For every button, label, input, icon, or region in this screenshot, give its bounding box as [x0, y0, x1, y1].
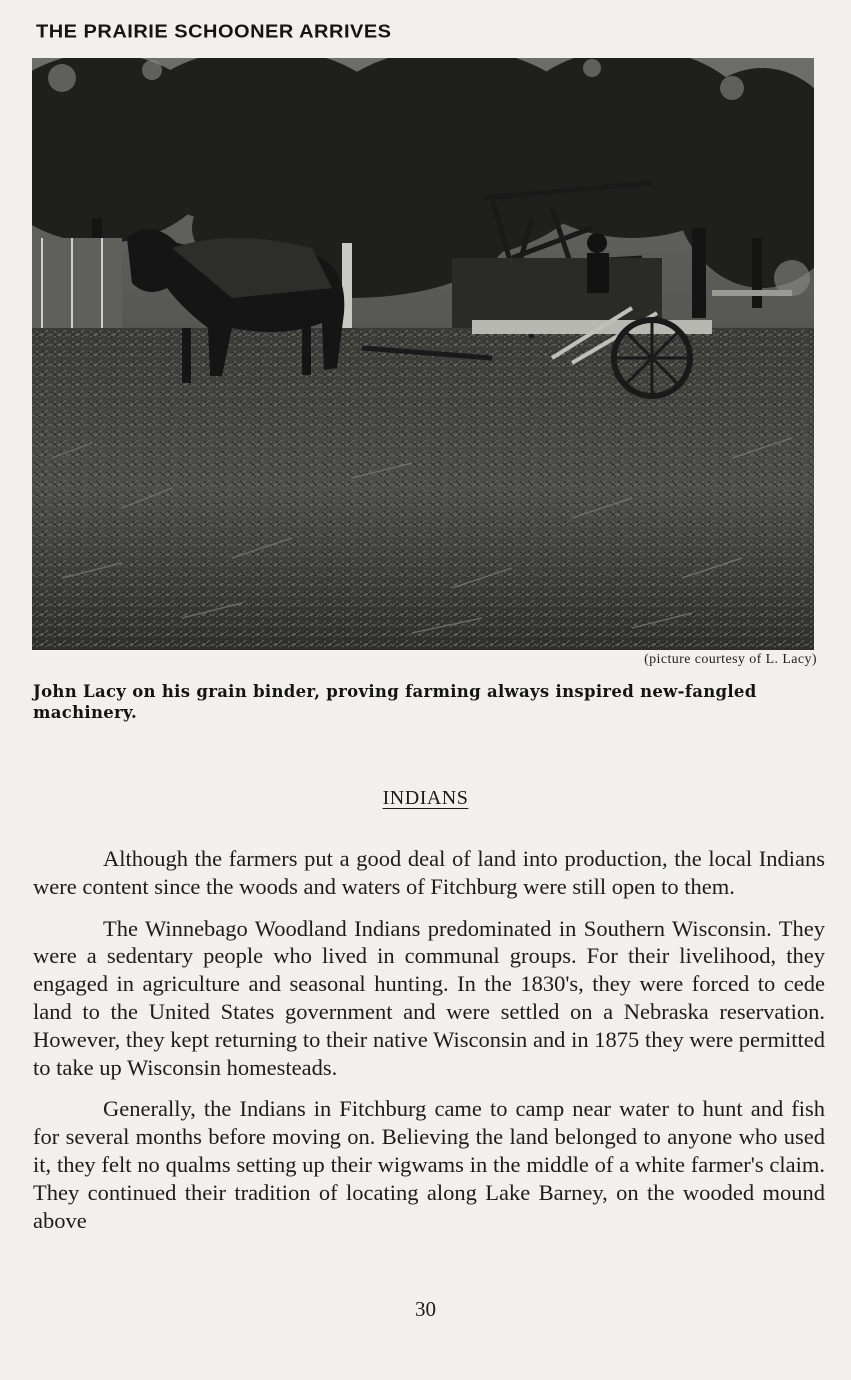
body-text: [33, 845, 825, 1248]
figure-caption: John Lacy on his grain binder, proving farming always inspired new-fangled machinery.: [33, 682, 757, 722]
photo-credit: (picture courtesy of L. Lacy): [644, 652, 817, 667]
page-number: 30: [415, 1297, 436, 1321]
section-heading-text: INDIANS: [382, 787, 469, 809]
section-heading: [0, 787, 851, 810]
farm-photograph: [32, 58, 814, 650]
running-head: THE PRAIRIE SCHOONER ARRIVES: [36, 22, 392, 43]
paragraph-2: The Winnebago Woodland Indians predominated in Southern Wisconsin. They were a sedentary people who lived in communal groups. For their livelihood, they engaged in agriculture and seasonal hunting. In the 1830's, they were forced to cede land to the United States government and were settled on a Nebraska reservation. However, they kept returning to their native Wisconsin and in 1875 they were permitted to take up Wisconsin homesteads.: [33, 915, 825, 1080]
paragraph-1: Although the farmers put a good deal of land into production, the local Indians were content since the woods and waters of Fitchburg were still open to them.: [33, 846, 825, 899]
paragraph-3: Generally, the Indians in Fitchburg came to camp near water to hunt and fish for several months before moving on. Believing the land belonged to anyone who used it, they felt no qualms setting up their wigwams in the middle of a white farmer's claim. They continued their tradition of locating along Lake Barney, on the wooded mound above: [33, 1096, 825, 1233]
